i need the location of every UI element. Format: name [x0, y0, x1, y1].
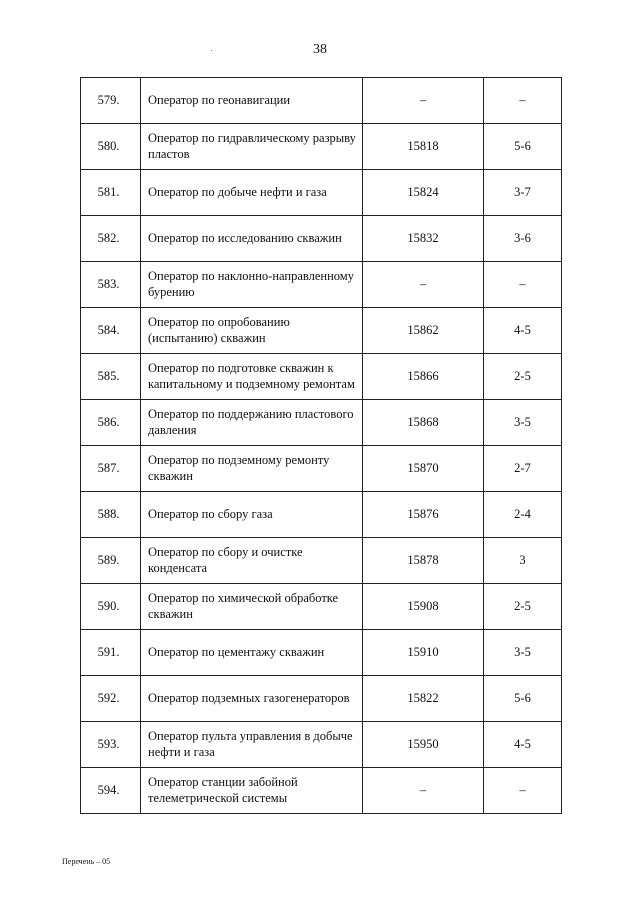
occupation-name: Оператор по наклонно-направленному бурению	[141, 262, 363, 308]
table-row	[81, 216, 562, 262]
grade-range: 3-5	[484, 400, 562, 446]
grade-range: 2-5	[484, 584, 562, 630]
table-row	[81, 538, 562, 584]
occupation-code: –	[363, 262, 484, 308]
table-row	[81, 170, 562, 216]
occupation-name: Оператор по подземному ремонту скважин	[141, 446, 363, 492]
grade-range: 3	[484, 538, 562, 584]
table-row	[81, 584, 562, 630]
grade-range: 4-5	[484, 308, 562, 354]
table-row	[81, 676, 562, 722]
occupation-name: Оператор по геонавигации	[141, 78, 363, 124]
page-number: 38	[313, 42, 327, 57]
grade-range: 2-5	[484, 354, 562, 400]
table-row	[81, 492, 562, 538]
occupation-name: Оператор по исследованию скважин	[141, 216, 363, 262]
occupation-name: Оператор по цементажу скважин	[141, 630, 363, 676]
row-number: 585.	[81, 354, 141, 400]
occupation-code: 15832	[363, 216, 484, 262]
occupation-code: 15822	[363, 676, 484, 722]
occupation-code: –	[363, 78, 484, 124]
occupation-code: –	[363, 768, 484, 814]
table-row	[81, 400, 562, 446]
row-number: 583.	[81, 262, 141, 308]
occupation-name: Оператор по добыче нефти и газа	[141, 170, 363, 216]
row-number: 594.	[81, 768, 141, 814]
footer-note: Перечень – 05	[62, 857, 111, 866]
occupation-name: Оператор пульта управления в добыче нефти и газа	[141, 722, 363, 768]
occupation-name: Оператор по поддержанию пластового давления	[141, 400, 363, 446]
occupation-name: Оператор по химической обработке скважин	[141, 584, 363, 630]
table-row	[81, 630, 562, 676]
table-row	[81, 354, 562, 400]
row-number: 591.	[81, 630, 141, 676]
grade-range: 3-7	[484, 170, 562, 216]
grade-range: 3-6	[484, 216, 562, 262]
row-number: 579.	[81, 78, 141, 124]
table-row	[81, 78, 562, 124]
occupation-code: 15862	[363, 308, 484, 354]
occupation-code: 15818	[363, 124, 484, 170]
occupation-code: 15910	[363, 630, 484, 676]
occupation-name: Оператор по опробованию (испытанию) скважин	[141, 308, 363, 354]
occupation-code: 15950	[363, 722, 484, 768]
row-number: 581.	[81, 170, 141, 216]
occupation-code: 15868	[363, 400, 484, 446]
occupation-name: Оператор станции забойной телеметрической системы	[141, 768, 363, 814]
table-row	[81, 124, 562, 170]
grade-range: –	[484, 768, 562, 814]
grade-range: 5-6	[484, 676, 562, 722]
row-number: 592.	[81, 676, 141, 722]
table-row	[81, 262, 562, 308]
grade-range: –	[484, 262, 562, 308]
occupation-code: 15876	[363, 492, 484, 538]
table-row	[81, 768, 562, 814]
row-number: 586.	[81, 400, 141, 446]
grade-range: 3-5	[484, 630, 562, 676]
row-number: 588.	[81, 492, 141, 538]
table-body	[81, 78, 562, 814]
row-number: 584.	[81, 308, 141, 354]
occupation-name: Оператор подземных газогенераторов	[141, 676, 363, 722]
occupation-name: Оператор по сбору и очистке конденсата	[141, 538, 363, 584]
grade-range: 2-4	[484, 492, 562, 538]
occupation-code: 15824	[363, 170, 484, 216]
occupation-code: 15878	[363, 538, 484, 584]
row-number: 580.	[81, 124, 141, 170]
grade-range: 2-7	[484, 446, 562, 492]
row-number: 593.	[81, 722, 141, 768]
table-row	[81, 722, 562, 768]
row-number: 590.	[81, 584, 141, 630]
occupation-name: Оператор по подготовке скважин к капитальному и подземному ремонтам	[141, 354, 363, 400]
grade-range: –	[484, 78, 562, 124]
table-row	[81, 308, 562, 354]
table-row	[81, 446, 562, 492]
grade-range: 4-5	[484, 722, 562, 768]
row-number: 587.	[81, 446, 141, 492]
occupation-code: 15866	[363, 354, 484, 400]
occupation-code: 15908	[363, 584, 484, 630]
occupation-code: 15870	[363, 446, 484, 492]
row-number: 589.	[81, 538, 141, 584]
row-number: 582.	[81, 216, 141, 262]
grade-range: 5-6	[484, 124, 562, 170]
occupation-name: Оператор по сбору газа	[141, 492, 363, 538]
occupation-table	[80, 77, 562, 814]
occupation-name: Оператор по гидравлическому разрыву пластов	[141, 124, 363, 170]
